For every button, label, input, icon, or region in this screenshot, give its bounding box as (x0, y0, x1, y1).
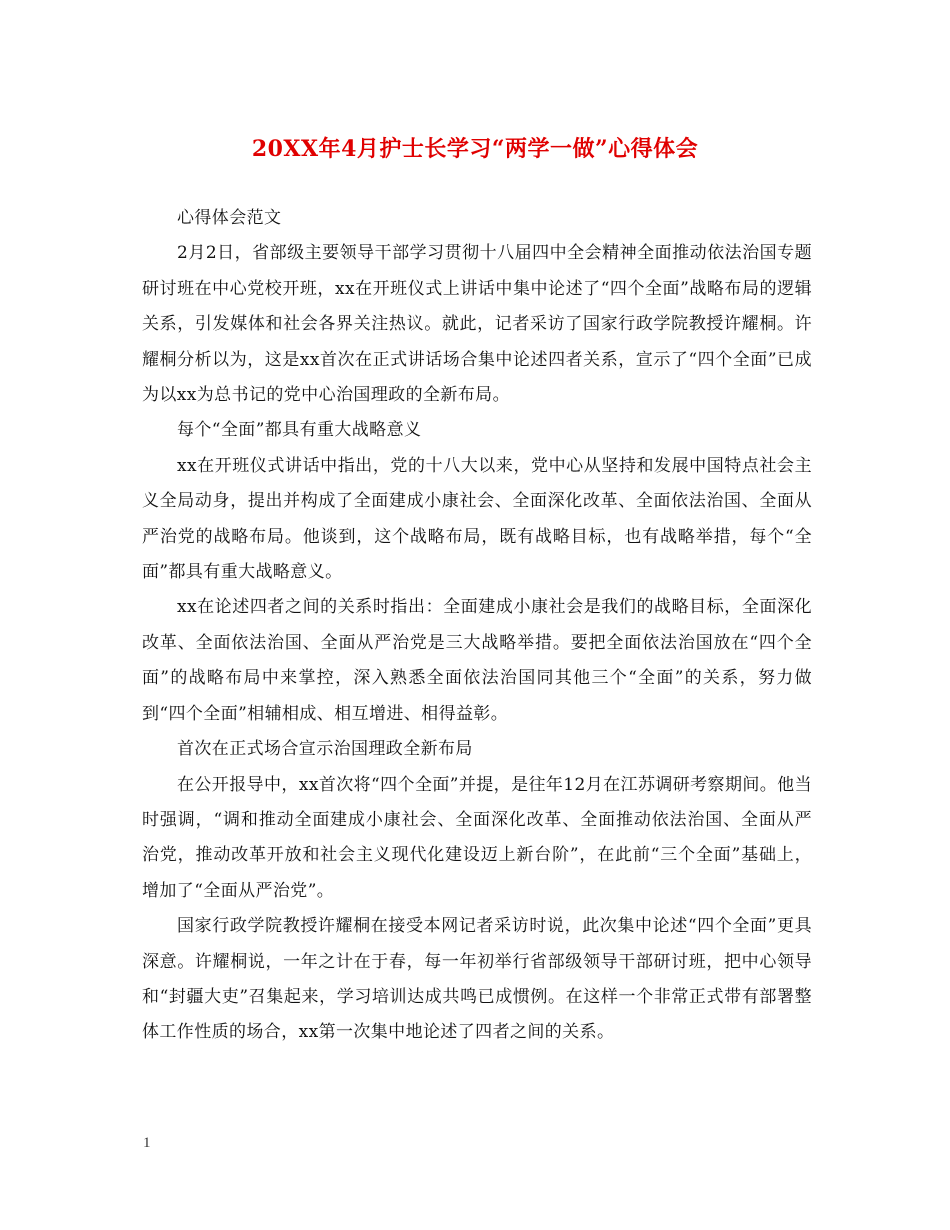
paragraph-public-report: 在公开报导中，xx首次将“四个全面”并提，是往年12月在江苏调研考察期间。他当时强调，“调和推动全面建成小康社会、全面深化改革、全面推动依法治国、全面从严治党，推动改革开放和社会主义现代化建设迈上新台阶”，在此前“三个全面”基础上，增加了“全面从严治党”。 (142, 774, 812, 901)
paragraph-interview: 国家行政学院教授许耀桐在接受本网记者采访时说，此次集中论述“四个全面”更具深意。许耀桐说，一年之计在于春，每一年初举行省部级领导干部研讨班，把中心领导和“封疆大吏”召集起来，学习培训达成共鸣已成惯例。在这样一个非常正式带有部署整体工作性质的场合，xx第一次集中地论述了四者之间的关系。 (142, 916, 812, 1043)
paragraph-category: 心得体会范文 (177, 208, 282, 228)
section-heading-first-announcement: 首次在正式场合宣示治国理政全新布局 (177, 739, 473, 760)
section-heading-strategic-significance: 每个“全面”都具有重大战略意义 (177, 420, 422, 441)
page-number: 1 (143, 1135, 151, 1151)
document-title: 20XX年4月护士长学习“两学一做”心得体会 (251, 136, 699, 162)
paragraph-intro: 2月2日，省部级主要领导干部学习贯彻十八届四中全会精神全面推动依法治国专题研讨班在中心党校开班，xx在开班仪式上讲话中集中论述了“四个全面”战略布局的逻辑关系，引发媒体和社会各界关注热议。就此，记者采访了国家行政学院教授许耀桐。许耀桐分析以为，这是xx首次在正式讲话场合集中论述四者关系，宣示了“四个全面”已成为以xx为总书记的党中心治国理政的全新布局。 (142, 243, 812, 406)
document-body (142, 201, 812, 1051)
paragraph-relationship: xx在论述四者之间的关系时指出：全面建成小康社会是我们的战略目标，全面深化改革、全面依法治国、全面从严治党是三大战略举措。要把全面依法治国放在“四个全面”的战略布局中来掌控，深入熟悉全面依法治国同其他三个“全面”的关系，努力做到“四个全面”相辅相成、相互增进、相得益彰。 (142, 597, 812, 724)
paragraph-strategic-layout: xx在开班仪式讲话中指出，党的十八大以来，党中心从坚持和发展中国特点社会主义全局动身，提出并构成了全面建成小康社会、全面深化改革、全面依法治国、全面从严治党的战略布局。他谈到，这个战略布局，既有战略目标，也有战略举措，每个“全面”都具有重大战略意义。 (142, 455, 812, 583)
